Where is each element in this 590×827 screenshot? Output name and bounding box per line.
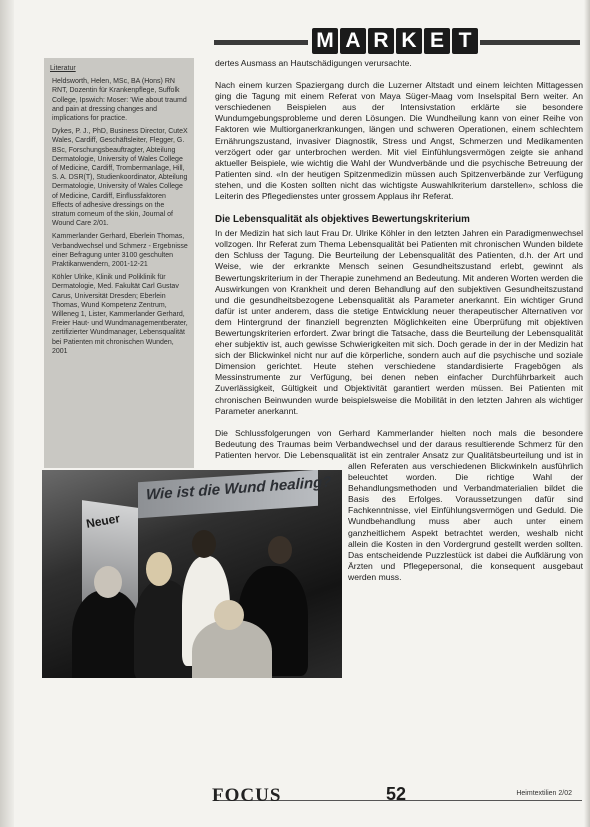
photo-person-head — [192, 530, 216, 558]
article-paragraph: dertes Ausmass an Hautschädigungen verursachte. — [215, 58, 412, 68]
photo-person-head — [94, 566, 122, 598]
reference-entry: Dykes, P. J., PhD, Business Director, CuteX Wales, Cardiff, Geschäftsleiter, Flegger, G. BSc, Forschungsbeauftragter, Abteilung Dermatologie, University of Wales College of Medicine, Cardiff, Trombermanlage, Hill, S. A. DSR(T), Studienkoordinator, Abteilung Dermatologie, University of Wales College of Medicine, Cardiff, Einflussfaktoren Effects of adhesive dressings on the stratum corneum of the skin, Journal of Wound Care 2/01. — [52, 128, 188, 228]
footer-brand: FOCUS — [212, 785, 282, 806]
article-paragraph: Die Schlussfolgerungen von Gerhard Kammerlander hielten noch mals die besondere Bedeutung des Traumas beim Verbandwechsel und der daraus resultierende Schmerz für den Patienten hervor. Die Lebensqualität ist ein zentraler Ansatz zur Qualitätsbeurteilung und ist in allen Referaten aus verschiedenen Blickwinkeln ausführlich beleuchtet worden. Die richtige Wahl der Behandlungsmethoden und Verbandmaterialien bildet die Basis des Erfolges. Voraussetzungen dafür sind Fachkenntnisse, viel Einfühlungsvermögen und Geduld. Die Wundbehandlung muss aber auch unter einem ganzheitlichem Aspekt betrachtet werden, weshalb nicht allein die Kosten in den Vordergrund gestellt werden sollten. Das entscheidende Puzzlestück ist dabei die Aufklärung von Ärzten und Pflegepersonal, die konsequent ausgebaut werden muss. — [215, 427, 583, 582]
photo-person — [72, 590, 142, 678]
paragraph-text: In der Medizin hat sich laut Frau Dr. Ulrike Köhler in den letzten Jahren ein Paradigmenwechsel vollzogen. Ihr Referat zum Thema Lebensqualität bei Patienten mit chronischen Wunden bildete den Schluss der Tagung. Die Beurteilung der Lebensqualität des Patienten, d.h. der Art und Weise, wie der erkrankte Mensch seinen Gesundheitszustand erlebt, gewinnt als Bewertungskriterium in der Therapie zunehmend an Bedeutung. Mit anderen Worten werden die Auswirkungen von Krankheit und deren Behandlung auf den subjektiven Gesundheitszustand und die gesundheitsbezogene Lebensqualität als Parameter anerkannt. Ein wichtiger Grund dafür ist unter anderem, dass die stetige Entwicklung neuer therapeutischer Alternativen vor dem Hintergrund der finanziell begrenzten Möglichkeiten eine Überprüfung mit objektiven Bewertungskriterien erfordert. Zwar bringt die Tatsache, dass die Beurteilung der Lebensqualität eher subjektiv ist, auch gewisse Schwierigkeiten mit sich. Doch gerade in der in der Medizin hat sich der Blickwinkel nicht nur auf die körperliche, sondern auch auf die psychische und soziale Dimension gerichtet. Heute stehen verschiedene standardisierte Fragebögen als Messinstrumente zur Verfügung, bei denen neben einfacher Durchführbarkeit auch Zuverlässigkeit, Gültigkeit und Objektivität garantiert werden müssen. Bei Patienten mit chronischen Beinwunden wurde beispielsweise die Mobilität in den letzten Jahren als wichtiger Parameter anerkannt. — [215, 228, 583, 416]
reference-entry: Heldsworth, Helen, MSc, BA (Hons) RN RNT, Dozentin für Krankenpflege, Suffolk College, Ipswich: Moser: 'Wie about traumd and pain at dressing changes and implications for practice. — [52, 78, 187, 123]
page-number: 52 — [386, 784, 407, 804]
article-paragraph: Nach einem kurzen Spaziergang durch die Luzerner Altstadt und einem leichten Mittagessen ging die Tagung mit einem Referat von Maya Süger-Maag vom Inselspital Bern weiter. An verschiedenen Beispielen aus der Intensivstation erklärte sie besondere Wundumgebungsprobleme und deren Lösungen. Die Wundheilung kann von einer Reihe von Faktoren wie Multiorganerkrankungen, längen und schweren Operationen, einem schlechtem Ernährungszustand, invasiver Diagnostik, Stress und Angst, Schmerzen und Medikamenten verzögert oder gar unterbrochen werden. Mit viel Einfühlungsvermögen zeigte sie anhand aktueller Beispiele, wie wichtig die Wahl der Wundverbände und die psychische Betreuung der Patienten sind. «In der heutigen Spitzenmedizin müssen auch Spitzenverbände zur Verfügung stehen, und die Kosten sollten nicht das wichtigste Auswahlkriterium darstellen», schloss die Leiterin des Pflegedienstes unter grossem Applaus ihr Referat. — [215, 80, 583, 202]
article-paragraph — [215, 228, 583, 417]
section-heading: Die Lebensqualität als objektives Bewertungskriterium — [215, 214, 470, 226]
reference-entry: Kammerlander Gerhard, Eberlein Thomas, Verbandwechsel und Schmerz - Ergebnisse einer Befragung unter 3100 geschulten Praktikanwendern, 2001-12-21 — [52, 233, 188, 269]
header-rule-right — [480, 40, 580, 45]
photo-person-head — [214, 600, 244, 630]
event-photo — [42, 470, 342, 678]
photo-banner-text: Wie ist die Wund healing? — [146, 473, 332, 504]
logo-letter: M — [312, 28, 338, 54]
references-heading: Literatur — [50, 65, 76, 72]
issue-label: Heimtextilien 2/02 — [516, 790, 572, 797]
header-rule-left — [214, 40, 308, 45]
reference-entry: Köhler Ulrike, Klinik und Poliklinik für Dermatologie, Med. Fakultät Carl Gustav Carus, Universität Dresden; Eberlein Thomas, Wund Kompetenz Zentrum, Willeneg 1, Lister, Kammerlander Gerhard, Freier Haut- und Wundmanagementberater, zertifizierter Wundmanager, Lebensqualität bei Patienten mit chronischen Wunden, 2001 — [52, 274, 188, 355]
logo-letter: E — [424, 28, 450, 54]
photo-person-head — [146, 552, 172, 586]
logo-letter: R — [368, 28, 394, 54]
references-sidebar — [44, 58, 194, 468]
market-section-logo — [312, 28, 478, 54]
logo-letter: A — [340, 28, 366, 54]
photo-panel-text: Neuer — [85, 511, 121, 531]
page-shadow-left — [0, 0, 14, 827]
logo-letter: T — [452, 28, 478, 54]
photo-person-head — [268, 536, 292, 564]
page-shadow-right — [584, 0, 590, 827]
logo-letter: K — [396, 28, 422, 54]
